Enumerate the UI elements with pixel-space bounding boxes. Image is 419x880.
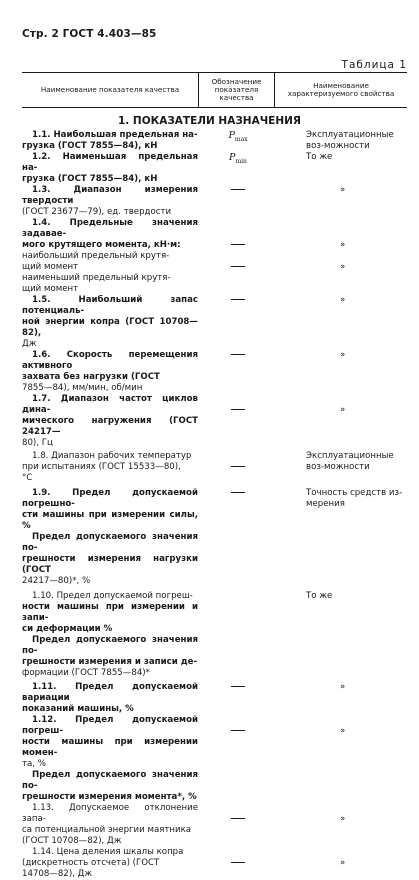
row-text: щий момент [22, 262, 79, 272]
table-row [0, 295, 419, 350]
row-text: сти машины при измерении силы, % [22, 510, 198, 531]
row-text: мического нагружения (ГОСТ 24217— [22, 416, 198, 437]
dash-mark [231, 299, 245, 301]
dash-mark [231, 354, 245, 356]
row-text: грешности измерения нагрузки (ГОСТ [22, 554, 198, 575]
row-text: грешности измерения момента*, % [22, 792, 197, 802]
table-header [22, 72, 407, 108]
row-text: 1.6. Скорость перемещения активного [22, 350, 198, 371]
property-text: То же [306, 591, 333, 601]
row-text: ной энергии копра (ГОСТ 10708—82), [22, 317, 198, 338]
symbol-pmax: $P_{max}$ [228, 130, 248, 143]
row-text: 1.10. Предел допускаемой погреш- [32, 591, 193, 601]
row-text: при испытаниях (ГОСТ 15533—80), [22, 462, 181, 472]
property-text: » [340, 350, 346, 360]
row-text: ности машины при измерении момен- [22, 737, 198, 758]
table-label: Таблица 1 [341, 59, 407, 71]
row-text: 1.14. Цена деления шкалы копра [32, 847, 184, 857]
row-text: грешности измерения и записи де- [22, 657, 198, 667]
property-text: » [340, 814, 346, 824]
row-text: мого крутящего момента, кН·м: [22, 240, 181, 250]
property-text: » [340, 185, 346, 195]
table-body [0, 130, 419, 880]
row-text: (ГОСТ 23677—79), ед. твердости [22, 207, 172, 217]
row-text: 1.5. Наибольший запас потенциаль- [22, 295, 198, 316]
table-row [0, 152, 419, 185]
row-text: 1.4. Предельные значения задавае- [22, 218, 198, 239]
table-row [0, 185, 419, 218]
row-text: 1.11. Предел допускаемой вариации [22, 682, 198, 703]
row-text: 1.9. Предел допускаемой погрешно- [22, 488, 198, 509]
row-text: грузка (ГОСТ 7855—84), кН [22, 141, 158, 151]
property-text: » [340, 682, 346, 692]
property-text: » [340, 295, 346, 305]
property-text: можности [324, 462, 370, 472]
row-text: 1.12. Предел допускаемой погреш- [22, 715, 198, 736]
property-text: » [340, 262, 346, 272]
row-text: си деформации % [22, 624, 113, 634]
section-title: 1. ПОКАЗАТЕЛИ НАЗНАЧЕНИЯ [117, 115, 302, 127]
page-header: Стр. 2 ГОСТ 4.403—85 [22, 28, 157, 40]
row-text: щий момент [22, 284, 79, 294]
property-text: мерения [306, 499, 345, 509]
table-row [0, 803, 419, 847]
row-text: 7855—84), мм/мин, об/мин [22, 383, 143, 393]
row-text: Дж [22, 339, 37, 349]
row-text: 1.2. Наименьшая предельная на- [22, 152, 198, 173]
property-text: » [340, 858, 346, 868]
dash-mark [231, 466, 245, 468]
table-row [0, 682, 419, 715]
property-text: » [340, 405, 346, 415]
row-text: Предел допускаемого значения по- [22, 635, 198, 656]
row-text: ности машины при измерении и запи- [22, 602, 198, 623]
row-text: 1.7. Диапазон частот циклов дина- [22, 394, 198, 415]
dash-mark [231, 244, 245, 246]
dash-mark [231, 730, 245, 732]
row-text: °С [22, 473, 33, 483]
table-row [0, 488, 419, 587]
row-text: 14708—82), Дж [22, 869, 93, 879]
row-text: та, % [22, 759, 46, 769]
row-text: 24217—80)*, % [22, 576, 91, 586]
row-text: формации (ГОСТ 7855—84)* [22, 668, 150, 678]
row-text: наибольший предельный крутя- [22, 251, 170, 261]
dash-mark [231, 492, 245, 494]
dash-mark [231, 409, 245, 411]
dash-mark [231, 189, 245, 191]
dash-mark [231, 818, 245, 820]
row-text: са потенциальной энергии маятника [22, 825, 192, 835]
table-row [0, 218, 419, 295]
row-text: 80), Гц [22, 438, 53, 448]
dash-mark [231, 686, 245, 688]
table-row [0, 847, 419, 880]
table-row [0, 350, 419, 394]
property-text: Точность средств из- [306, 488, 403, 498]
symbol-pmin: $P_{min}$ [229, 152, 247, 165]
row-text: захвата без нагрузки (ГОСТ [22, 372, 160, 382]
property-text: Эксплуатационные воз- [306, 451, 394, 472]
row-text: показаний машины, % [22, 704, 134, 714]
row-text: 1.3. Диапазон измерения твердости [22, 185, 198, 206]
row-text: (дискретность отсчета) (ГОСТ [22, 858, 160, 868]
table-row [0, 394, 419, 449]
column-header-symbol: Обозначение показателя качества [199, 73, 275, 107]
table-row [0, 715, 419, 803]
row-text: Предел допускаемого значения по- [22, 770, 198, 791]
table-row [0, 591, 419, 679]
property-text: » [340, 726, 346, 736]
property-text: » [340, 240, 346, 250]
row-text: 1.1. Наибольшая предельная на- [32, 130, 198, 140]
table-row [0, 130, 419, 152]
column-header-name: Наименование показателя качества [22, 73, 199, 107]
row-text: (ГОСТ 10708—82), Дж [22, 836, 122, 846]
column-header-property: Наименование характеризуемого свойства [287, 80, 395, 98]
property-text: можности [324, 141, 370, 151]
property-text: Эксплуатационные воз- [306, 130, 394, 151]
row-text: наименьший предельный крутя- [22, 273, 171, 283]
row-text: 1.13. Допускаемое отклонение запа- [22, 803, 198, 824]
property-text: То же [306, 152, 333, 162]
dash-mark [231, 862, 245, 864]
row-text: 1.8. Диапазон рабочих температур [32, 451, 192, 461]
dash-mark [231, 266, 245, 268]
row-text: Предел допускаемого значения по- [22, 532, 198, 553]
table-row [0, 451, 419, 484]
row-text: грузка (ГОСТ 7855—84), кН [22, 174, 158, 184]
